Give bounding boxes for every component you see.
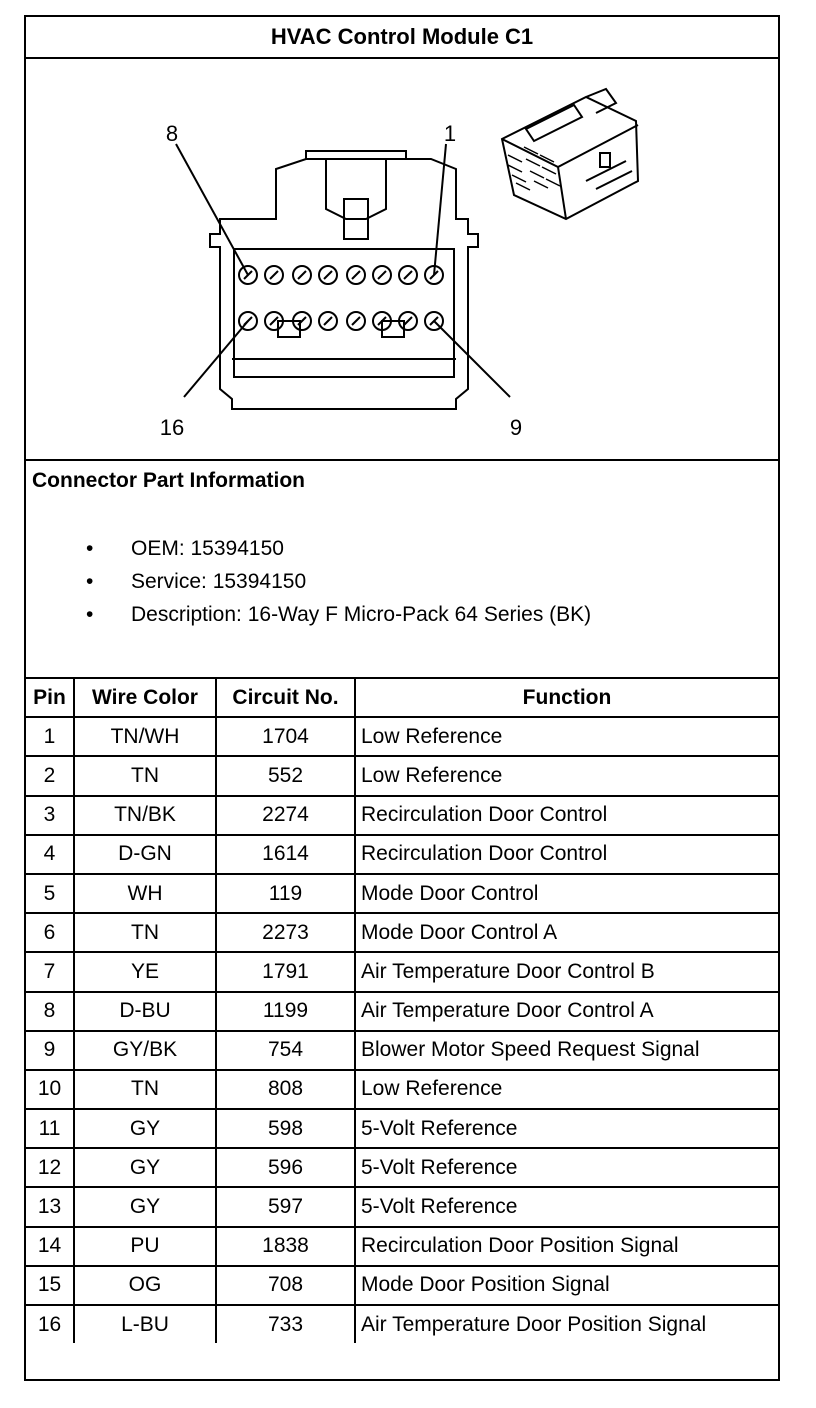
table-row — [26, 992, 778, 1031]
cell-circuit: 754 — [216, 1031, 355, 1070]
cell-function: 5-Volt Reference — [355, 1148, 778, 1187]
cell-function: Recirculation Door Position Signal — [355, 1227, 778, 1266]
cell-wire-color: TN — [74, 1070, 216, 1109]
info-item-service — [26, 570, 591, 603]
table-row — [26, 1070, 778, 1109]
cell-function: Mode Door Position Signal — [355, 1266, 778, 1305]
cell-pin: 13 — [26, 1187, 74, 1226]
table-row — [26, 796, 778, 835]
table-row — [26, 1266, 778, 1305]
connector-face-drawing — [26, 59, 778, 459]
connector-diagram — [26, 59, 778, 461]
pin-contact — [378, 271, 386, 279]
table-row — [26, 913, 778, 952]
cell-pin: 3 — [26, 796, 74, 835]
table-row — [26, 874, 778, 913]
table-row — [26, 1148, 778, 1187]
cell-wire-color: YE — [74, 952, 216, 991]
table-row — [26, 717, 778, 756]
cell-circuit: 552 — [216, 756, 355, 795]
connector-iso-view — [502, 89, 638, 219]
cell-function: Low Reference — [355, 756, 778, 795]
connector-info-heading: Connector Part Information — [32, 469, 306, 492]
cell-circuit: 597 — [216, 1187, 355, 1226]
pin-contact — [298, 271, 306, 279]
cell-function: Mode Door Control — [355, 874, 778, 913]
cell-wire-color: OG — [74, 1266, 216, 1305]
cell-wire-color: WH — [74, 874, 216, 913]
info-item-description — [26, 603, 591, 636]
cell-circuit: 1791 — [216, 952, 355, 991]
cell-pin: 4 — [26, 835, 74, 874]
cell-wire-color: L-BU — [74, 1305, 216, 1343]
table-row — [26, 1227, 778, 1266]
cell-circuit: 2274 — [216, 796, 355, 835]
pin-label-16: 16 — [159, 415, 185, 440]
cell-function: Air Temperature Door Control B — [355, 952, 778, 991]
cell-wire-color: GY — [74, 1148, 216, 1187]
table-row — [26, 1305, 778, 1343]
cell-function: Low Reference — [355, 717, 778, 756]
connector-info-list — [26, 537, 591, 636]
cell-wire-color: GY — [74, 1109, 216, 1148]
cell-pin: 11 — [26, 1109, 74, 1148]
pin-label-1: 1 — [443, 121, 457, 146]
cell-wire-color: TN/WH — [74, 717, 216, 756]
pin-contact — [404, 271, 412, 279]
cell-pin: 2 — [26, 756, 74, 795]
cell-circuit: 1614 — [216, 835, 355, 874]
info-item-oem — [26, 537, 591, 570]
header-wire-color: Wire Color — [74, 679, 216, 717]
cell-circuit: 2273 — [216, 913, 355, 952]
table-row — [26, 1187, 778, 1226]
cell-function: Recirculation Door Control — [355, 796, 778, 835]
cell-pin: 9 — [26, 1031, 74, 1070]
connector-latch — [306, 151, 406, 239]
leader-line-pin-8 — [176, 144, 248, 275]
cell-circuit: 596 — [216, 1148, 355, 1187]
pin-contact — [270, 317, 278, 325]
bullet-icon: • — [86, 570, 94, 593]
cell-circuit: 598 — [216, 1109, 355, 1148]
cell-pin: 6 — [26, 913, 74, 952]
cell-function: Air Temperature Door Position Signal — [355, 1305, 778, 1343]
cell-wire-color: GY — [74, 1187, 216, 1226]
cell-pin: 14 — [26, 1227, 74, 1266]
table-row — [26, 756, 778, 795]
info-item-label: OEM: 15394150 — [131, 537, 284, 560]
connector-sheet — [24, 15, 780, 1381]
pin-contact — [324, 317, 332, 325]
cell-circuit: 733 — [216, 1305, 355, 1343]
cell-pin: 5 — [26, 874, 74, 913]
pin-contact — [404, 317, 412, 325]
cell-wire-color: TN/BK — [74, 796, 216, 835]
connector-part-info — [26, 461, 778, 679]
cell-pin: 15 — [26, 1266, 74, 1305]
cell-pin: 16 — [26, 1305, 74, 1343]
bullet-icon: • — [86, 603, 94, 626]
cell-function: Mode Door Control A — [355, 913, 778, 952]
cell-circuit: 1199 — [216, 992, 355, 1031]
cell-circuit: 708 — [216, 1266, 355, 1305]
table-row — [26, 1109, 778, 1148]
table-header-row — [26, 679, 778, 717]
cell-pin: 12 — [26, 1148, 74, 1187]
cell-function: Low Reference — [355, 1070, 778, 1109]
table-row — [26, 952, 778, 991]
cell-pin: 8 — [26, 992, 74, 1031]
pin-contact — [352, 271, 360, 279]
pin-contact — [270, 271, 278, 279]
pin-contact — [324, 271, 332, 279]
cell-function: Air Temperature Door Control A — [355, 992, 778, 1031]
header-circuit-no: Circuit No. — [216, 679, 355, 717]
bullet-icon: • — [86, 537, 94, 560]
info-item-label: Description: 16-Way F Micro-Pack 64 Series (BK) — [131, 603, 592, 626]
cell-wire-color: PU — [74, 1227, 216, 1266]
cell-wire-color: TN — [74, 913, 216, 952]
info-item-label: Service: 15394150 — [131, 570, 307, 593]
cell-wire-color: TN — [74, 756, 216, 795]
page-title: HVAC Control Module C1 — [26, 17, 778, 59]
cell-wire-color: GY/BK — [74, 1031, 216, 1070]
table-row — [26, 1031, 778, 1070]
cell-function: 5-Volt Reference — [355, 1187, 778, 1226]
header-pin: Pin — [26, 679, 74, 717]
cell-pin: 10 — [26, 1070, 74, 1109]
pin-label-9: 9 — [509, 415, 523, 440]
cell-wire-color: D-BU — [74, 992, 216, 1031]
cell-function: Blower Motor Speed Request Signal — [355, 1031, 778, 1070]
cell-circuit: 1704 — [216, 717, 355, 756]
header-function: Function — [355, 679, 778, 717]
cell-function: Recirculation Door Control — [355, 835, 778, 874]
pinout-table — [26, 679, 778, 1343]
cell-wire-color: D-GN — [74, 835, 216, 874]
cell-circuit: 808 — [216, 1070, 355, 1109]
cell-circuit: 1838 — [216, 1227, 355, 1266]
pin-label-8: 8 — [165, 121, 179, 146]
cell-function: 5-Volt Reference — [355, 1109, 778, 1148]
pin-contact — [352, 317, 360, 325]
cell-pin: 7 — [26, 952, 74, 991]
cell-pin: 1 — [26, 717, 74, 756]
cell-circuit: 119 — [216, 874, 355, 913]
table-row — [26, 835, 778, 874]
